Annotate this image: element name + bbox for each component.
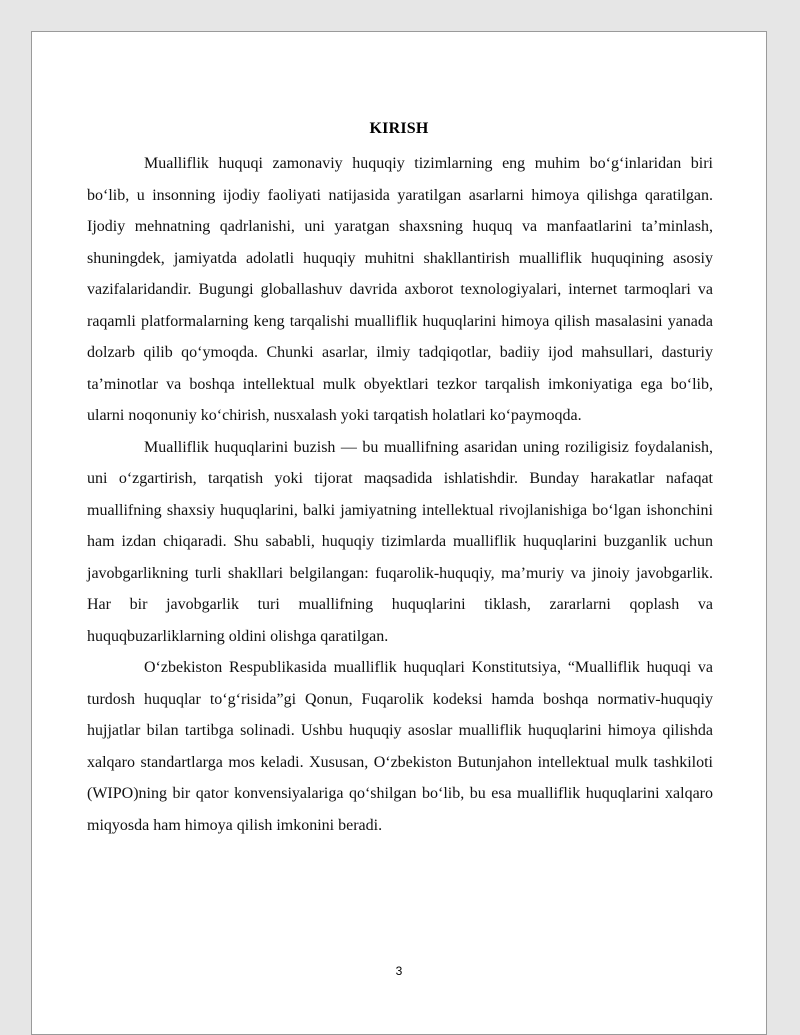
body-text <box>87 148 713 841</box>
document-page <box>31 31 767 1035</box>
paragraph-2: Mualliflik huquqlarini buzish — bu muallifning asaridan uning roziligisiz foydalanish, uni o‘zgartirish, tarqatish yoki tijorat maqsadida ishlatishdir. Bunday harakatlar nafaqat muallifning shaxsiy huquqlarini, balki jamiyatning intellektual rivojlanishiga bo‘lgan ishonchini ham izdan chiqaradi. Shu sababli, huquqiy tizimlarda mualliflik huquqlarini buzganlik uchun javobgarlikning turli shakllari belgilangan: fuqarolik-huquqiy, ma’muriy va jinoiy javobgarlik. Har bir javobgarlik turi muallifning huquqlarini tiklash, zararlarni qoplash va huquqbuzarliklarning oldini olishga qaratilgan. <box>87 438 713 645</box>
paragraph-1: Mualliflik huquqi zamonaviy huquqiy tizimlarning eng muhim bo‘g‘inlaridan biri bo‘lib, u insonning ijodiy faoliyati natijasida yaratilgan asarlarni himoya qilishga qaratilgan. Ijodiy mehnatning qadrlanishi, uni yaratgan shaxsning huquq va manfaatlarini ta’minlash, shuningdek, jamiyatda adolatli huquqiy muhitni shakllantirish mualliflik huquqining asosiy vazifalaridandir. Bugungi globallashuv davrida axborot texnologiyalari, internet tarmoqlari va raqamli platformalarning keng tarqalishi mualliflik huquqlarini himoya qilish masalasini yanada dolzarb qilib qo‘ymoqda. Chunki asarlar, ilmiy tadqiqotlar, badiiy ijod mahsullari, dasturiy ta’minotlar va boshqa intellektual mulk obyektlari tezkor tarqalish imkoniyatiga ega bo‘lib, ularni noqonuniy ko‘chirish, nusxalash yoki tarqatish holatlari ko‘paymoqda. <box>87 155 713 424</box>
paragraph-3: O‘zbekiston Respublikasida mualliflik huquqlari Konstitutsiya, “Mualliflik huquqi va turdosh huquqlar to‘g‘risida”gi Qonun, Fuqarolik kodeksi hamda boshqa normativ-huquqiy hujjatlar bilan tartibga solinadi. Ushbu huquqiy asoslar mualliflik huquqlarini himoya qilishda xalqaro standartlarga mos keladi. Xususan, O‘zbekiston Butunjahon intellektual mulk tashkiloti (WIPO)ning bir qator konvensiyalariga qo‘shilgan bo‘lib, bu esa mualliflik huquqlarini xalqaro miqyosda ham himoya qilish imkonini beradi. <box>87 659 713 834</box>
section-heading: KIRISH <box>369 120 429 137</box>
page-number: 3 <box>395 964 403 978</box>
